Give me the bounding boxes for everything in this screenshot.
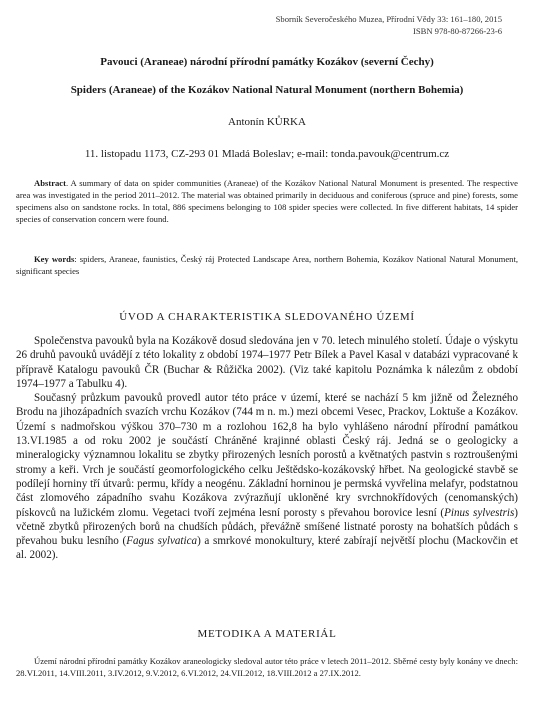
methods-paragraph: Území národní přírodní památky Kozákov araneologicky sledoval autor této práce v letech 2011–2012. Sběrné cesty byly konány ve dnech: 28.VI.2011, 14.VIII.2011, 3.IV.2012, 9.V.2012, 6.VI.2012, 24.VII.2012, 18.VIII.2012 a 27.IX.2012. (16, 656, 518, 678)
abstract (16, 178, 518, 226)
keywords-text: : spiders, Araneae, faunistics, Český ráj Protected Landscape Area, northern Bohemia, Kozákov National Natural Monument, significant species (16, 254, 518, 276)
intro-paragraph-1: Společenstva pavouků byla na Kozákově dosud sledována jen v 70. letech minulého století. Údaje o výskytu 26 druhů pavouků uvádějí z této lokality z období 1974–1977 Petr Bílek a Pavel Kasal v databázi vypracované k přípravě Katalogu pavouků ČR (Buchar & Růžička 2002). (Viz také kapitolu Poznámka k nálezům z období 1974–1977 a Tabulku 4). (16, 335, 518, 390)
journal-citation: Sborník Severočeského Muzea, Přírodní Vědy 33: 161–180, 2015 (275, 14, 502, 24)
intro-p2-part-a: Současný průzkum pavouků provedl autor této práce v území, které se nachází 5 km jižně od Železného Brodu na jihozápadních svazích vrchu Kozákov (744 m n. m.) mezi obcemi Vesec, Prackov, Loktuše a Kozákov. Území s nadmořskou výškou 370–730 m a rozlohou 162,8 ha bylo vyhlášeno národní přírodní památkou 13.VI.1985 a od roku 2002 je součástí Chráněné krajinné oblasti Český ráj. Jedná se o geologicky a mineralogicky významnou lokalitu se zbytky přirozených lesních porostů a květnatých pastvin s roztroušenými stromy a keři. Vrch je součástí geomorfologického celku Ještědsko-kozákovský hřbet. Na geologické stavbě se podílejí horniny tří útvarů: permu, křídy a neogénu. Základní horninou je permská vyvřelina melafyr, podstatnou část zlomového západního svahu Kozákova zvýrazňují ukloněné kry svrchnokřídových (cenomanských) pískovců na lužickém zlomu. Vegetaci tvoří zejména lesní porosty s převahou borovice lesní ( (16, 392, 518, 519)
species-pinus: Pinus sylvestris (444, 506, 515, 519)
journal-header (276, 14, 502, 37)
abstract-label: Abstract (34, 178, 66, 188)
intro-paragraph-2 (16, 391, 518, 563)
abstract-text: . A summary of data on spider communities (Araneae) of the Kozákov National Natural Monument is presented. The respective area was investigated in the period 2011–2012. The material was obtained primarily in deciduous and coniferous (spruce and pine) forests, some specimens also on sandstone rocks. In total, 886 specimens belonging to 108 spider species were collected. In five different habitats, 14 spider species of conservation concern were found. (16, 178, 518, 224)
species-fagus: Fagus sylvatica (126, 535, 198, 548)
section-heading-intro: ÚVOD A CHARAKTERISTIKA SLEDOVANÉHO ÚZEMÍ (119, 311, 415, 323)
keywords-label: Key words (34, 254, 75, 264)
title-czech: Pavouci (Araneae) národní přírodní památky Kozákov (severní Čechy) (100, 56, 434, 68)
isbn: ISBN 978-80-87266-23-6 (412, 25, 502, 36)
intro-p2-part-b: ) včetně zbytků přirozených borů na chudších půdách, převážně smíšené listnaté porosty na bohatších půdách s převahou buku lesního ( (16, 506, 518, 548)
title-english: Spiders (Araneae) of the Kozákov National Natural Monument (northern Bohemia) (70, 84, 464, 96)
section-heading-methods: METODIKA A MATERIÁL (197, 628, 337, 640)
author-name: Antonín KŮRKA (228, 116, 306, 128)
intro-p2-part-c: ) a smrkové monokultury, které zabírají největší plochu (Mackovčin et al. 2002). (16, 535, 519, 562)
keywords (16, 254, 518, 278)
intro-body (16, 334, 518, 563)
author-address: 11. listopadu 1173, CZ-293 01 Mladá Boleslav; e-mail: tonda.pavouk@centrum.cz (84, 148, 450, 160)
